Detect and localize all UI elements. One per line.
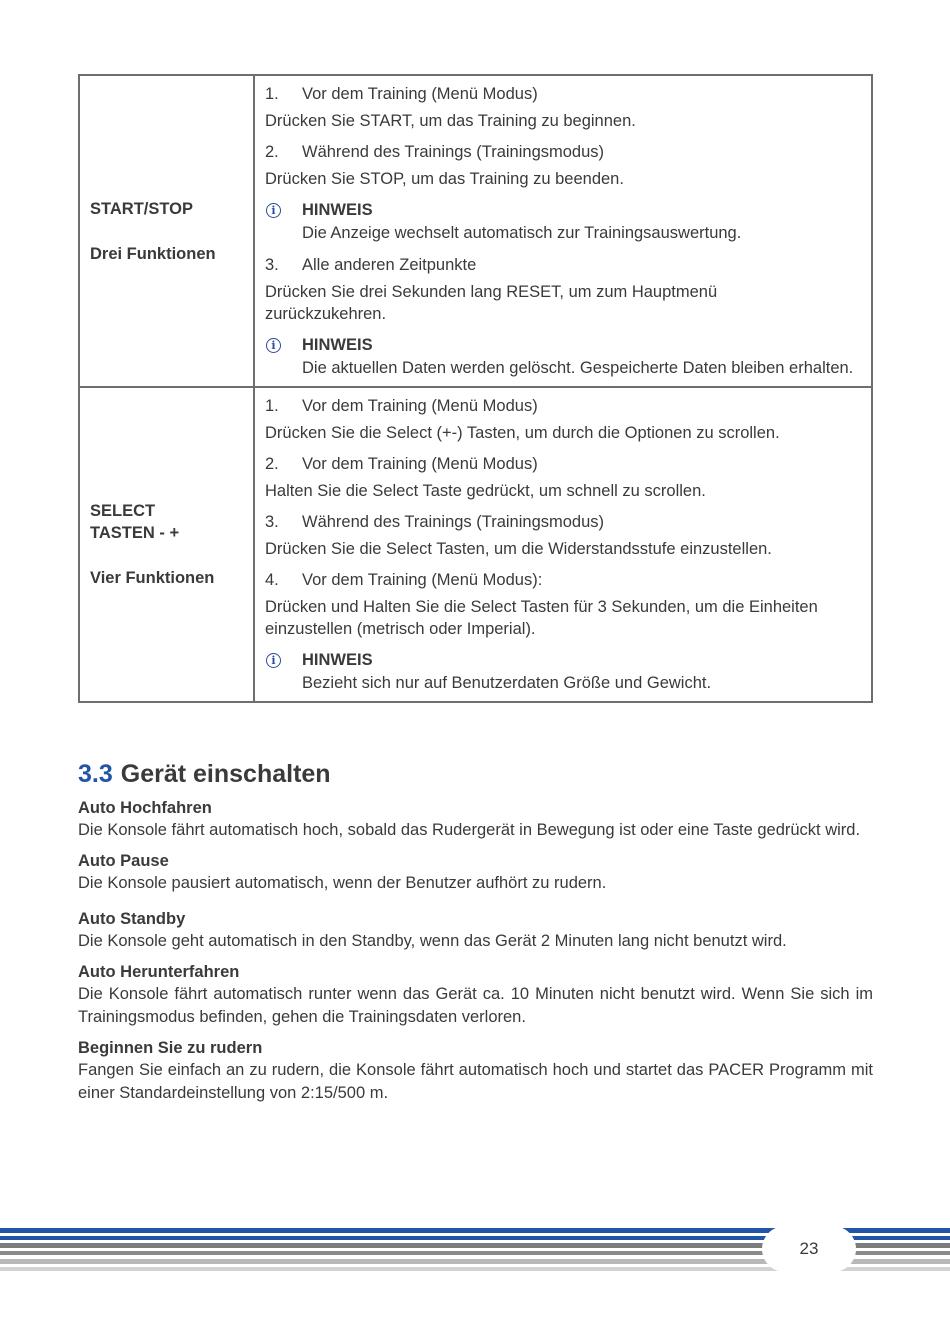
label-vier-funktionen: Vier Funktionen — [90, 569, 215, 587]
note-title: HINWEIS — [302, 201, 373, 219]
note-block — [265, 334, 861, 380]
item-description: Drücken Sie STOP, um das Training zu beenden. — [265, 170, 624, 188]
row-content-start-stop — [254, 75, 872, 387]
text-block — [78, 797, 873, 842]
note-title: HINWEIS — [302, 336, 373, 354]
list-item: 2. Vor dem Training (Menü Modus) — [265, 455, 538, 473]
section-body — [78, 797, 873, 1113]
section-heading — [78, 758, 331, 790]
note-text: Bezieht sich nur auf Benutzerdaten Größe und Gewicht. — [302, 674, 712, 692]
note-block — [265, 199, 861, 245]
block-text: Die Konsole fährt automatisch runter wenn das Gerät ca. 10 Minuten nicht benutzt wird. Wenn Sie sich im Trainingsmodus befinden, gehen die Trainingsdaten verloren. — [78, 985, 873, 1026]
text-block — [78, 850, 873, 895]
text-block — [78, 961, 873, 1029]
block-text: Fangen Sie einfach an zu rudern, die Konsole fährt automatisch hoch und startet das PACER Programm mit einer Standardeinstellung von 2:15/500 m. — [78, 1061, 873, 1102]
note-text: Die Anzeige wechselt automatisch zur Trainingsauswertung. — [302, 224, 742, 242]
table-row — [79, 75, 872, 387]
function-table — [78, 74, 873, 703]
section-title: Gerät einschalten — [120, 760, 331, 788]
note-text: Die aktuellen Daten werden gelöscht. Gespeicherte Daten bleiben erhalten. — [302, 359, 854, 377]
label-drei-funktionen: Drei Funktionen — [90, 244, 216, 263]
item-description: Drücken Sie die Select (+-) Tasten, um durch die Optionen zu scrollen. — [265, 424, 780, 442]
page-number: 23 — [762, 1226, 856, 1272]
item-description: Halten Sie die Select Taste gedrückt, um schnell zu scrollen. — [265, 482, 706, 500]
info-circle-icon: i — [266, 338, 281, 353]
block-text: Die Konsole pausiert automatisch, wenn der Benutzer aufhört zu rudern. — [78, 874, 607, 892]
block-text: Die Konsole geht automatisch in den Standby, wenn das Gerät 2 Minuten lang nicht benutzt wird. — [78, 932, 787, 950]
text-block — [78, 1037, 873, 1105]
info-circle-icon: i — [266, 203, 281, 218]
item-description: Drücken Sie drei Sekunden lang RESET, um zum Hauptmenü zurückzukehren. — [265, 283, 718, 323]
block-heading: Auto Herunterfahren — [78, 963, 240, 981]
list-item: 3. Alle anderen Zeitpunkte — [265, 256, 477, 274]
list-item: 4. Vor dem Training (Menü Modus): — [265, 571, 543, 589]
row-label-select — [79, 387, 254, 702]
list-item: 1. Vor dem Training (Menü Modus) — [265, 397, 538, 415]
label-select: SELECT — [90, 502, 156, 520]
block-text: Die Konsole fährt automatisch hoch, sobald das Rudergerät in Bewegung ist oder eine Taste gedrückt wird. — [78, 821, 861, 839]
row-content-select — [254, 387, 872, 702]
text-block — [78, 908, 873, 953]
label-start-stop: START/STOP — [90, 199, 193, 218]
item-description: Drücken und Halten Sie die Select Tasten für 3 Sekunden, um die Einheiten einzustellen (metrisch oder Imperial). — [265, 598, 818, 638]
info-circle-icon: i — [266, 653, 281, 668]
item-description: Drücken Sie START, um das Training zu beginnen. — [265, 112, 636, 130]
block-heading: Auto Standby — [78, 910, 186, 928]
block-heading: Auto Pause — [78, 852, 169, 870]
row-label-start-stop — [79, 75, 254, 387]
item-description: Drücken Sie die Select Tasten, um die Widerstandsstufe einzustellen. — [265, 540, 772, 558]
table-row — [79, 387, 872, 702]
note-title: HINWEIS — [302, 651, 373, 669]
list-item: 3. Während des Trainings (Trainingsmodus) — [265, 513, 605, 531]
note-block — [265, 649, 861, 695]
label-tasten: TASTEN - + — [90, 524, 180, 542]
list-item: 1. Vor dem Training (Menü Modus) — [265, 85, 538, 103]
block-heading: Auto Hochfahren — [78, 799, 212, 817]
list-item: 2. Während des Trainings (Trainingsmodus) — [265, 143, 605, 161]
section-number: 3.3 — [78, 760, 113, 788]
block-heading: Beginnen Sie zu rudern — [78, 1039, 263, 1057]
